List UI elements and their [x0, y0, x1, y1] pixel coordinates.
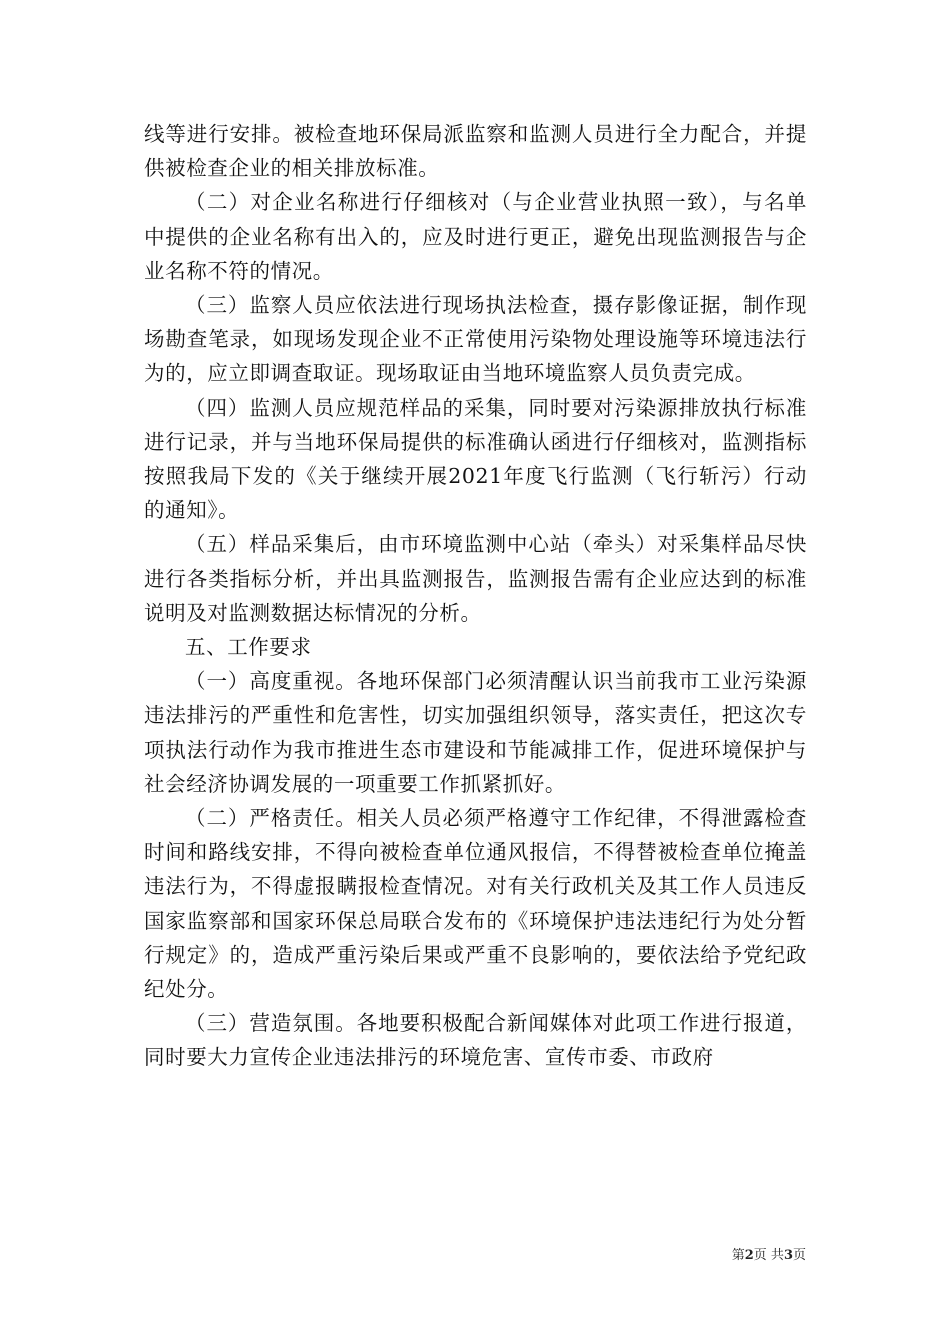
paragraph-requirement-2: （二）严格责任。相关人员必须严格遵守工作纪律，不得泄露检查时间和路线安排，不得向被检查单位通风报信，不得替被检查单位掩盖违法行为，不得虚报瞒报检查情况。对有关行政机关及其工作人员违反国家监察部和国家环保总局联合发布的《环境保护违法违纪行为处分暂行规定》的，造成严重污染后果或严重不良影响的，要依法给予党纪政纪处分。	[144, 806, 807, 1002]
document-body	[144, 117, 807, 1075]
page-number-footer	[732, 1247, 806, 1265]
paragraph-requirement-3: （三）营造氛围。各地要积极配合新闻媒体对此项工作进行报道，同时要大力宣传企业违法排污的环境危害、宣传市委、市政府	[144, 1011, 807, 1070]
paragraph-item-4: （四）监测人员应规范样品的采集，同时要对污染源排放执行标准进行记录，并与当地环保局提供的标准确认函进行仔细核对，监测指标按照我局下发的《关于继续开展2021年度飞行监测（飞行斩污）行动的通知》。	[144, 395, 807, 523]
paragraph-item-5: （五）样品采集后，由市环境监测中心站（牵头）对采集样品尽快进行各类指标分析，并出具监测报告，监测报告需有企业应达到的标准说明及对监测数据达标情况的分析。	[144, 532, 807, 625]
paragraph-item-3: （三）监察人员应依法进行现场执法检查，摄存影像证据，制作现场勘查笔录，如现场发现企业不正常使用污染物处理设施等环境违法行为的，应立即调查取证。现场取证由当地环境监察人员负责完成。	[144, 293, 807, 386]
footer-prefix: 第	[731, 1248, 745, 1263]
paragraph-item-2: （二）对企业名称进行仔细核对（与企业营业执照一致），与名单中提供的企业名称有出入的，应及时进行更正，避免出现监测报告与企业名称不符的情况。	[144, 190, 807, 283]
footer-middle: 页 共	[753, 1248, 784, 1263]
footer-current-page: 2	[744, 1248, 754, 1263]
paragraph-continuation: 线等进行安排。被检查地环保局派监察和监测人员进行全力配合，并提供被检查企业的相关排放标准。	[144, 122, 807, 181]
section-heading-work-requirements: 五、工作要求	[185, 635, 312, 660]
footer-suffix: 页	[792, 1248, 806, 1263]
paragraph-requirement-1: （一）高度重视。各地环保部门必须清醒认识当前我市工业污染源违法排污的严重性和危害性，切实加强组织领导，落实责任，把这次专项执法行动作为我市推进生态市建设和节能减排工作，促进环境保护与社会经济协调发展的一项重要工作抓紧抓好。	[144, 669, 807, 796]
footer-total-pages: 3	[783, 1248, 793, 1263]
